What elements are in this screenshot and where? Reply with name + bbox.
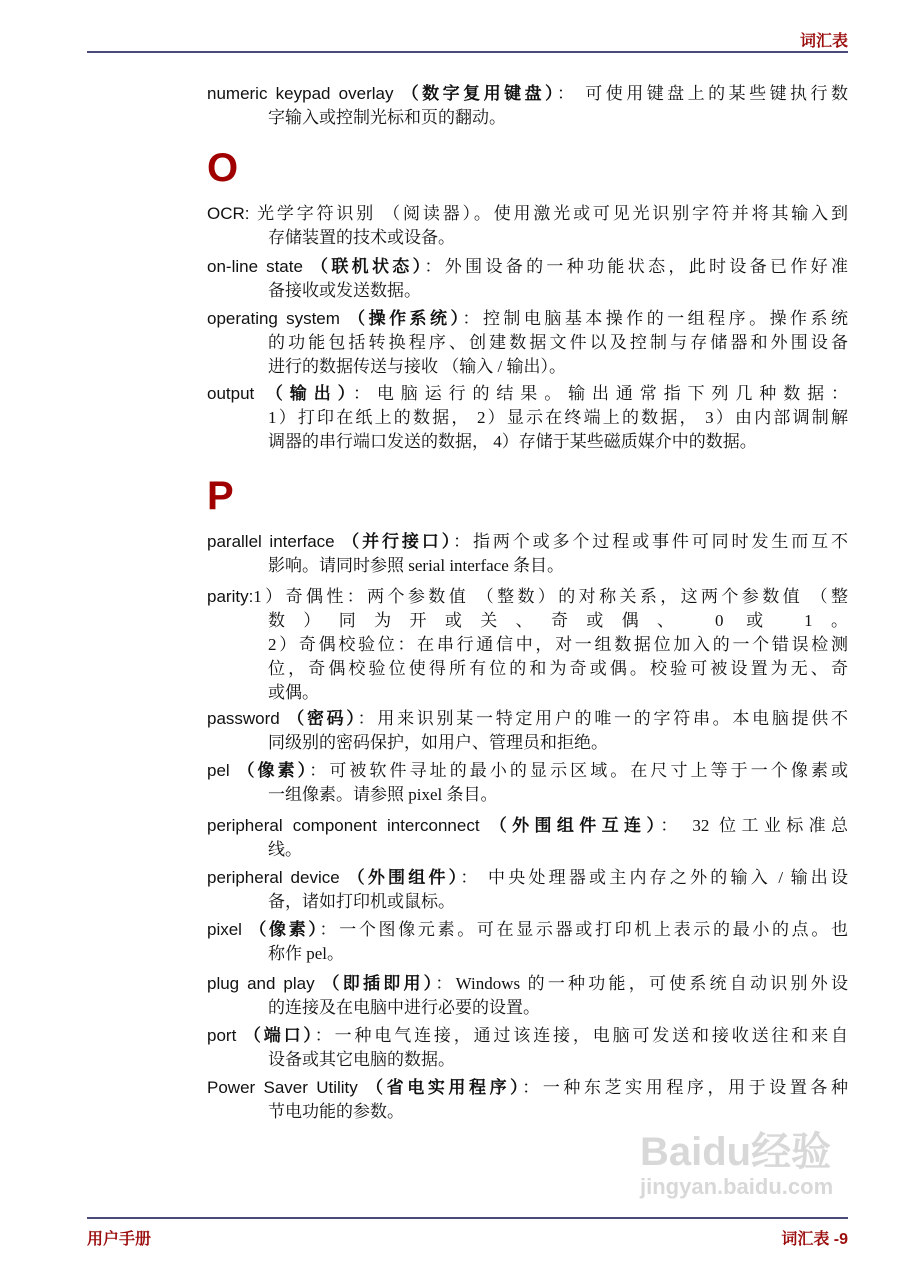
entry-definition: ： 32 位工业标准总 [660, 816, 849, 835]
entry-term-chinese: （即插即用） [322, 974, 436, 993]
entry-definition: 1）奇偶性：两个参数值 （整数）的对称关系，这两个参数值 （整 [253, 587, 848, 606]
glossary-entry [207, 814, 848, 862]
entry-term: peripheral device [207, 868, 348, 887]
entry-term-chinese: （联机状态） [311, 257, 425, 276]
glossary-entry [207, 707, 848, 755]
entry-term: on-line state [207, 257, 311, 276]
entry-definition: ：指两个或多个过程或事件可同时发生而互不 [453, 532, 849, 551]
entry-term: OCR: [207, 204, 258, 223]
entry-definition: ： 中央处理器或主内存之外的输入 / 输出设 [460, 868, 848, 887]
entry-term: port [207, 1026, 244, 1045]
section-letter-p: P [207, 474, 234, 518]
entry-term-chinese: （省电实用程序） [366, 1078, 523, 1097]
entry-definition: ：用来识别某一特定用户的唯一的字符串。本电脑提供不 [357, 709, 849, 728]
entry-term-chinese: （像素） [237, 761, 310, 780]
footer-page-number: 词汇表 -9 [781, 1231, 848, 1248]
entry-continuation-line: 位，奇偶校验位使得所有位的和为奇或偶。校验可被设置为无、奇 [268, 659, 848, 678]
entry-definition: ：可被软件寻址的最小的显示区域。在尺寸上等于一个像素或 [309, 761, 849, 780]
footer-rule [87, 1217, 848, 1219]
entry-continuation-line: 影响。请同时参照 serial interface 条目。 [268, 556, 565, 575]
entry-first-line [207, 759, 848, 783]
entry-term: pixel [207, 920, 250, 939]
entry-definition: 光学字符识别 （阅读器）。使用激光或可见光识别字符并将其输入到 [257, 204, 848, 223]
glossary-entry [207, 82, 848, 130]
entry-continuation-line: 称作 pel。 [268, 944, 345, 963]
entry-first-line [207, 866, 848, 890]
entry-continuation-line: 备，诸如打印机或鼠标。 [268, 892, 455, 911]
entry-term: parity: [207, 587, 254, 606]
watermark [640, 1130, 833, 1200]
entry-continuation-line: 或偶。 [268, 683, 319, 702]
glossary-entry [207, 972, 848, 1020]
entry-first-line [207, 814, 848, 838]
glossary-entry [207, 382, 848, 454]
glossary-entry [207, 530, 848, 578]
glossary-entry [207, 866, 848, 914]
entry-term: parallel interface [207, 532, 343, 551]
entry-term: pel [207, 761, 238, 780]
entry-continuation-line: 的功能包括转换程序、创建数据文件以及控制与存储器和外围设备 [268, 333, 848, 352]
entry-first-line [207, 307, 848, 331]
entry-term-chinese: （操作系统） [348, 309, 463, 328]
entry-definition: ：Windows 的一种功能，可使系统自动识别外设 [435, 974, 848, 993]
entry-continuation-line: 进行的数据传送与接收 （输入 / 输出）。 [268, 357, 566, 376]
entry-first-line [207, 972, 848, 996]
entry-term-chinese: （数字复用键盘） [401, 84, 558, 103]
entry-continuation-line: 数）同为开或关、奇或偶、 0 或 1。 [268, 611, 848, 630]
header-rule [87, 51, 848, 53]
entry-continuation-line: 节电功能的参数。 [268, 1102, 404, 1121]
entry-definition: ：控制电脑基本操作的一组程序。操作系统 [462, 309, 848, 328]
glossary-entry [207, 918, 848, 966]
entry-continuation-line: 线。 [268, 840, 302, 859]
entry-term-chinese: （外围组件） [347, 868, 461, 887]
entry-first-line [207, 82, 848, 106]
entry-term: numeric keypad overlay [207, 84, 402, 103]
entry-continuation-line: 设备或其它电脑的数据。 [268, 1050, 455, 1069]
glossary-entry [207, 307, 848, 379]
watermark-url: jingyan.baidu.com [640, 1174, 834, 1199]
entry-definition: ：外围设备的一种功能状态，此时设备已作好准 [424, 257, 849, 276]
entry-first-line [207, 1076, 848, 1100]
entry-definition: ： 可使用键盘上的某些键执行数 [557, 84, 849, 103]
glossary-entry [207, 759, 848, 807]
entry-term-chinese: （像素） [249, 920, 320, 939]
glossary-entry [207, 202, 848, 250]
section-letter-o: O [207, 146, 239, 190]
entry-definition: ：一种东芝实用程序，用于设置各种 [522, 1078, 849, 1097]
glossary-entry [207, 255, 848, 303]
entry-term: operating system [207, 309, 349, 328]
entry-term-chinese: （密码） [287, 709, 358, 728]
entry-first-line [207, 202, 848, 226]
glossary-entry [207, 1024, 848, 1072]
entry-term-chinese: （并行接口） [342, 532, 454, 551]
entry-continuation-line: 调器的串行端口发送的数据， 4）存储于某些磁质媒介中的数据。 [268, 432, 757, 451]
watermark-logo: Baidu经验 [640, 1130, 832, 1174]
entry-definition: ：电脑运行的结果。输出通常指下列几种数据： [353, 384, 848, 403]
entry-continuation-line: 同级别的密码保护，如用户、管理员和拒绝。 [268, 733, 608, 752]
entry-definition: ：一个图像元素。可在显示器或打印机上表示的最小的点。也 [319, 920, 849, 939]
entry-term: Power Saver Utility [207, 1078, 367, 1097]
entry-continuation-line: 1）打印在纸上的数据， 2）显示在终端上的数据， 3）由内部调制解 [268, 408, 848, 427]
entry-definition: ：一种电气连接，通过该连接，电脑可发送和接收送往和来自 [314, 1026, 848, 1045]
entry-term-chinese: （外围组件互连） [489, 816, 661, 835]
entry-continuation-line: 2）奇偶校验位：在串行通信中，对一组数据位加入的一个错误检测 [268, 635, 848, 654]
entry-first-line [207, 530, 848, 554]
entry-continuation-line: 备接收或发送数据。 [268, 281, 421, 300]
entry-first-line [207, 585, 848, 609]
entry-first-line [207, 918, 848, 942]
entry-first-line [207, 1024, 848, 1048]
glossary-entry [207, 1076, 848, 1124]
entry-continuation-line: 的连接及在电脑中进行必要的设置。 [268, 998, 540, 1017]
entry-term: peripheral component interconnect [207, 816, 490, 835]
header-section-title: 词汇表 [799, 33, 848, 50]
entry-continuation-line: 字输入或控制光标和页的翻动。 [268, 108, 506, 127]
entry-first-line [207, 707, 848, 731]
entry-term: plug and play [207, 974, 323, 993]
entry-term: output [207, 384, 266, 403]
glossary-entry [207, 585, 848, 705]
entry-continuation-line: 存储装置的技术或设备。 [268, 228, 455, 247]
entry-term-chinese: （端口） [243, 1026, 315, 1045]
footer-manual-title: 用户手册 [87, 1231, 152, 1248]
entry-continuation-line: 一组像素。请参照 pixel 条目。 [268, 785, 498, 804]
entry-term: password [207, 709, 288, 728]
entry-term-chinese: （输出） [265, 384, 353, 403]
entry-first-line [207, 255, 848, 279]
entry-first-line [207, 382, 848, 406]
